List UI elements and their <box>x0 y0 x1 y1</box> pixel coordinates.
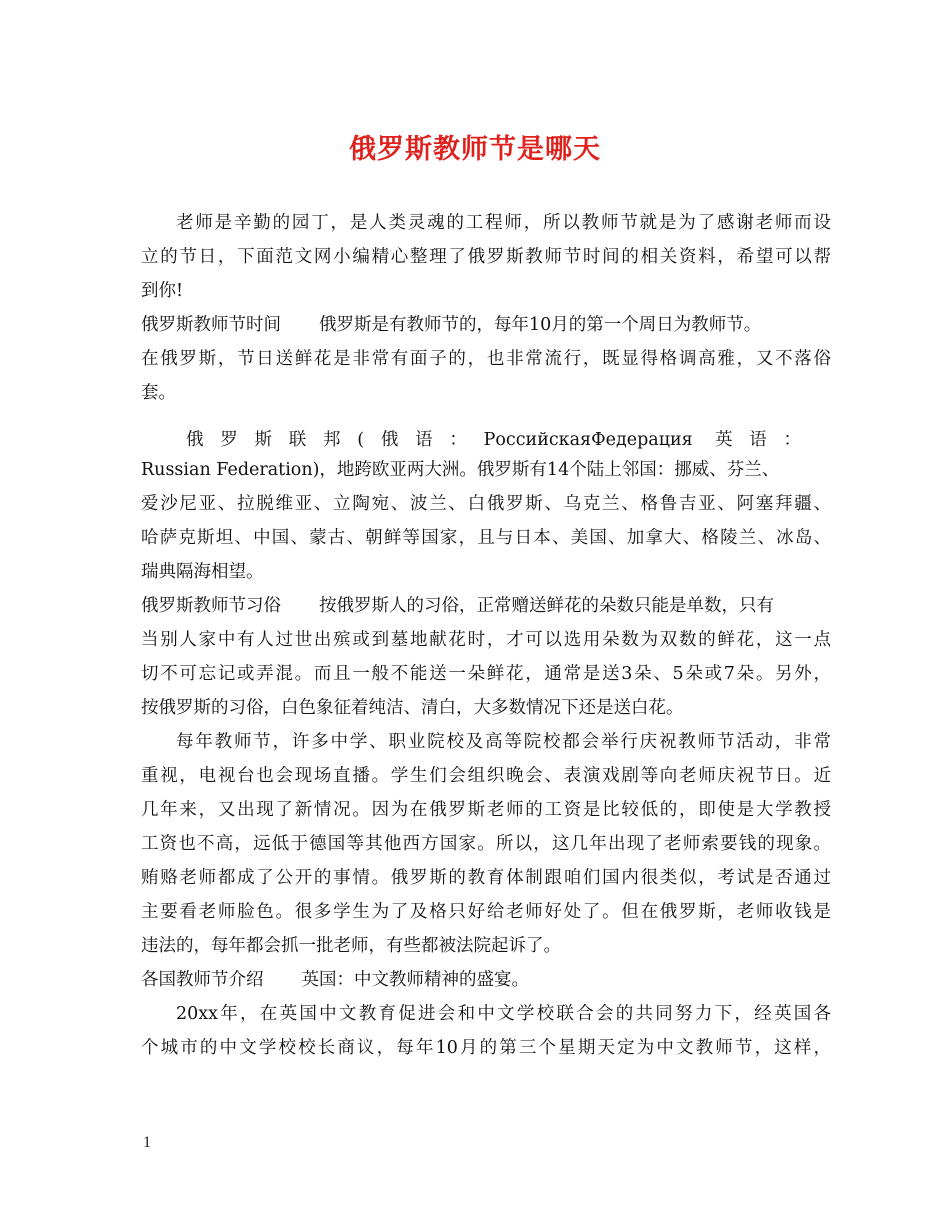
paragraph-line: 贿赂老师都成了公开的事情。俄罗斯的教育体制跟咱们国内很类似，考试是否通过 <box>141 868 831 888</box>
section-heading: 各国教师节介绍 <box>141 970 264 990</box>
paragraph-line: 切不可忘记或弄混。而且一般不能送一朵鲜花，通常是送3朵、5朵或7朵。另外， <box>141 664 831 684</box>
section-heading: 俄罗斯教师节习俗 <box>141 596 281 616</box>
paragraph-line: 20xx年，在英国中文教育促进会和中文学校联合会的共同努力下，经英国各 <box>176 1004 831 1024</box>
paragraph-line: 瑞典隔海相望。 <box>141 562 264 582</box>
section-text: 英国：中文教师精神的盛宴。 <box>301 970 529 990</box>
paragraph-line: 当别人家中有人过世出殡或到墓地献花时，才可以选用朵数为双数的鲜花，这一点 <box>141 630 831 650</box>
paragraph-line: 按俄罗斯的习俗，白色象征着纯洁、清白，大多数情况下还是送白花。 <box>141 698 684 718</box>
headed-line <box>141 310 831 340</box>
paragraph-line: 个城市的中文学校校长商议，每年10月的第三个星期天定为中文教师节，这样， <box>141 1038 831 1058</box>
paragraph-line: 主要看老师脸色。很多学生为了及格只好给老师好处了。但在俄罗斯，老师收钱是 <box>141 902 831 922</box>
paragraph-line: 几年来，又出现了新情况。因为在俄罗斯老师的工资是比较低的，即使是大学教授 <box>141 800 831 820</box>
paragraph-line: 爱沙尼亚、拉脱维亚、立陶宛、波兰、白俄罗斯、乌克兰、格鲁吉亚、阿塞拜疆、 <box>141 494 831 514</box>
paragraph-line: 到你! <box>141 281 184 301</box>
paragraph-line: 在俄罗斯，节日送鲜花是非常有面子的，也非常流行，既显得格调高雅，又不落俗 <box>141 349 831 369</box>
section-heading: 俄罗斯教师节时间 <box>141 315 281 335</box>
paragraph-line: Russian Federation)，地跨欧亚两大洲。俄罗斯有14个陆上邻国：挪威、芬兰、 <box>141 460 780 480</box>
paragraph-line: 每年教师节，许多中学、职业院校及高等院校都会举行庆祝教师节活动，非常 <box>176 732 831 752</box>
page-title: 俄罗斯教师节是哪天 <box>349 134 601 165</box>
paragraph-line: 套。 <box>141 383 176 403</box>
page-number: 1 <box>143 1134 151 1151</box>
headed-line <box>141 965 831 995</box>
paragraph-line: 重视，电视台也会现场直播。学生们会组织晚会、表演戏剧等向老师庆祝节日。近 <box>141 766 831 786</box>
paragraph-line: 工资也不高，远低于德国等其他西方国家。所以，这几年出现了老师索要钱的现象。 <box>141 834 831 854</box>
paragraph-line: 老师是辛勤的园丁，是人类灵魂的工程师，所以教师节就是为了感谢老师而设 <box>176 213 831 233</box>
headed-line <box>141 591 831 621</box>
section-text: 按俄罗斯人的习俗，正常赠送鲜花的朵数只能是单数，只有 <box>319 596 774 616</box>
paragraph-line: 哈萨克斯坦、中国、蒙古、朝鲜等国家，且与日本、美国、加拿大、格陵兰、冰岛、 <box>141 528 831 548</box>
paragraph-line: 违法的，每年都会抓一批老师，有些都被法院起诉了。 <box>141 936 561 956</box>
paragraph-line: 俄罗斯联邦(俄语：РоссийскаяФедерация 英语： <box>186 430 801 450</box>
paragraph-line: 立的节日，下面范文网小编精心整理了俄罗斯教师节时间的相关资料，希望可以帮 <box>141 247 831 267</box>
section-text: 俄罗斯是有教师节的，每年10月的第一个周日为教师节。 <box>319 315 762 335</box>
